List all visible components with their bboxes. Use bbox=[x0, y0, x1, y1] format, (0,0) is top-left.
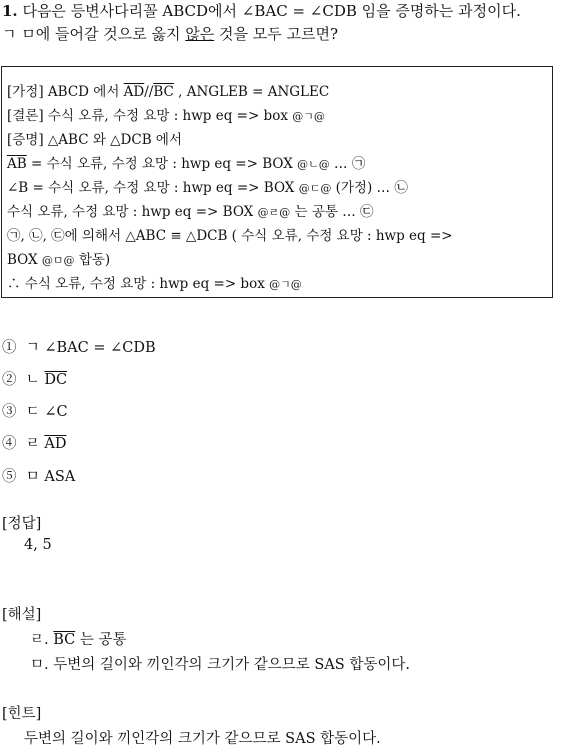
blank-marker: @ㄱ@ bbox=[269, 278, 302, 291]
choice-text: ∠BAC = ∠CDB bbox=[44, 340, 156, 356]
choice-number: ⑤ bbox=[2, 469, 17, 485]
explanation-text: ㄹ. bbox=[30, 632, 54, 648]
proof-text: [결론] 수식 오류, 수정 요망 : hwp eq => box bbox=[7, 108, 293, 124]
proof-text: = 수식 오류, 수정 요망 : hwp eq => BOX bbox=[26, 156, 298, 172]
explanation-heading: [해설] bbox=[2, 607, 42, 623]
proof-text: 합동) bbox=[74, 252, 111, 268]
choice-number: ④ bbox=[2, 436, 17, 452]
choice-letter: ㄴ bbox=[25, 372, 40, 388]
choice-number: ① bbox=[2, 340, 17, 356]
underlined-word: 않은 bbox=[185, 25, 215, 43]
blank-marker: @ㄴ@ bbox=[297, 158, 330, 171]
question-line-1 bbox=[2, 0, 521, 21]
proof-line-hypothesis bbox=[7, 80, 329, 100]
blank-marker: @ㄹ@ bbox=[257, 206, 291, 219]
choice-text: ∠C bbox=[44, 404, 68, 420]
explanation-line-1 bbox=[30, 628, 127, 649]
proof-text: BOX bbox=[7, 252, 42, 268]
blank-marker: @ㄱ@ bbox=[292, 110, 325, 123]
hint-text: 두변의 길이와 끼인각의 크기가 같으므로 SAS 합동이다. bbox=[24, 731, 381, 747]
proof-text: (가정) … ㉡ bbox=[331, 180, 408, 196]
proof-line-therefore bbox=[7, 272, 302, 292]
proof-text: , ANGLEB = ANGLEC bbox=[173, 84, 330, 100]
proof-line-step2 bbox=[7, 176, 408, 196]
segment-ab: $\overline{AB}$ bbox=[7, 156, 27, 172]
proof-text: ∴ 수식 오류, 수정 요망 : hwp eq => box bbox=[7, 276, 270, 292]
choice-letter: ㄱ bbox=[25, 340, 40, 356]
question-text: 다음은 등변사다리꼴 ABCD에서 ∠BAC = ∠CDB 임을 증명하는 과정이다. bbox=[22, 2, 521, 20]
proof-text: [가정] ABCD 에서 bbox=[7, 84, 124, 100]
blank-marker: @ㅁ@ bbox=[41, 254, 75, 267]
choice-1[interactable] bbox=[2, 336, 156, 357]
question-number: 1. bbox=[2, 2, 18, 20]
choice-2[interactable] bbox=[2, 368, 67, 389]
proof-line-step4 bbox=[7, 224, 453, 244]
question-text-part: 것을 모두 고르면? bbox=[214, 25, 338, 43]
choice-text: $\overline{AD}$ bbox=[44, 436, 67, 452]
blank-marker: @ㄷ@ bbox=[298, 182, 332, 195]
proof-line-step1 bbox=[7, 152, 365, 172]
segment-ad: $\overline{AD}$ bbox=[123, 84, 145, 100]
choice-3[interactable] bbox=[2, 400, 68, 421]
proof-line-proof bbox=[7, 128, 182, 148]
choice-text: $\overline{DC}$ bbox=[44, 372, 68, 388]
segment-bc: $\overline{BC}$ bbox=[53, 632, 76, 648]
proof-line-conclusion bbox=[7, 104, 325, 124]
parallel-symbol: // bbox=[144, 84, 154, 100]
answer-value: 4, 5 bbox=[24, 537, 52, 553]
explanation-text: 는 공통 bbox=[75, 632, 127, 648]
hint-heading: [힌트] bbox=[2, 706, 42, 722]
choice-number: ③ bbox=[2, 404, 17, 420]
choice-letter: ㅁ bbox=[25, 469, 40, 485]
choice-letter: ㄹ bbox=[25, 436, 40, 452]
proof-text: 수식 오류, 수정 요망 : hwp eq => BOX bbox=[7, 204, 258, 220]
proof-text: … ㉠ bbox=[329, 156, 366, 172]
question-text-part: ㄱ ㅁ에 들어갈 것으로 옳지 bbox=[2, 25, 186, 43]
choice-text: ASA bbox=[44, 469, 76, 485]
proof-line-step4-cont bbox=[7, 248, 110, 268]
proof-text: ∠B = 수식 오류, 수정 요망 : hwp eq => BOX bbox=[7, 180, 299, 196]
segment-bc: $\overline{BC}$ bbox=[153, 84, 174, 100]
answer-heading: [정답] bbox=[2, 516, 42, 532]
choice-5[interactable] bbox=[2, 465, 75, 486]
proof-text: [증명] △ABC 와 △DCB 에서 bbox=[7, 132, 182, 148]
choice-4[interactable] bbox=[2, 432, 66, 453]
proof-text: 는 공통 … ㉢ bbox=[290, 204, 374, 220]
proof-text: ㉠, ㉡, ㉢에 의해서 △ABC ≡ △DCB ( 수식 오류, 수정 요망 : hwp eq => bbox=[7, 228, 453, 244]
proof-line-step3 bbox=[7, 200, 374, 220]
explanation-line-2: ㅁ. 두변의 길이와 끼인각의 크기가 같으므로 SAS 합동이다. bbox=[30, 657, 410, 673]
choice-letter: ㄷ bbox=[25, 404, 40, 420]
choice-number: ② bbox=[2, 372, 17, 388]
question-line-2 bbox=[2, 23, 338, 44]
